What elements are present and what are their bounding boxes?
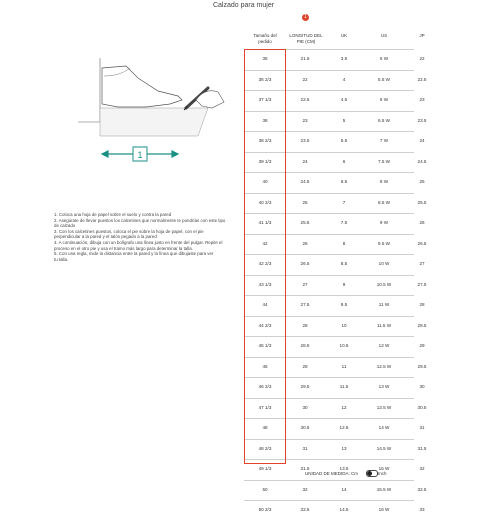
cell-us: 8 W [379,179,389,184]
cell-size: 37 1/3 [258,97,272,102]
cell-us: 5.5 W [378,76,390,82]
instruction-line: proceso en el otro pie y usa el tramo más largo para determinar la talla. [54,245,193,251]
cell-uk: 5.5 [340,138,348,143]
cell-jp: 27 [419,261,425,266]
cell-jp: 32.5 [417,486,427,492]
cell-foot-length: 31.5 [300,466,310,471]
cell-size: 36 2/3 [258,76,272,82]
cell-size: 39 1/3 [258,158,272,164]
cell-uk: 7 [342,199,346,205]
cell-jp: 31 [419,425,425,430]
cell-size: 48 2/3 [258,445,272,451]
cell-foot-length: 23 [302,117,308,123]
measure-label: 1 [137,150,143,160]
cell-foot-length: 21.5 [300,56,310,61]
cell-size: 49 1/3 [258,466,272,471]
cell-foot-length: 30.5 [300,425,310,430]
instruction-line: tu talla. [54,256,69,262]
foot-length-marker: 1 [302,14,309,21]
cell-jp: 25.5 [417,199,427,205]
cell-jp: 24.5 [417,158,427,164]
cell-jp: 23 [419,97,425,102]
cell-jp: 23.5 [417,117,427,123]
cell-uk: 8 [342,240,346,246]
column-header-jp: JP [419,33,425,38]
cell-us: 14 W [378,425,390,430]
wall-lines [78,58,100,122]
instruction-line: 5. Con una regla, mide la distancia entre la pared y la línea que dibujaste para ver [54,251,214,257]
unit-cm: Cm [351,471,359,476]
cell-us: 10.5 W [376,281,392,287]
cell-us: 13 W [378,384,390,389]
cell-size: 44 2/3 [258,322,272,328]
cell-uk: 4 [342,76,346,82]
cell-size: 38 2/3 [258,138,272,143]
cell-us: 6 W [379,97,389,102]
instruction-line: 1. Coloca una hoja de papel sobre el suelo y contra la pared [54,212,172,217]
cell-foot-length: 25.5 [300,220,310,225]
instruction-line: perpendicular a la pared y el talón pegado a la pared [54,234,157,240]
cell-us: 9 W [379,220,389,225]
cell-us: 12 W [378,343,390,348]
cell-foot-length: 25 [302,199,308,205]
cell-us: 11.5 W [376,322,392,328]
cell-size: 46 [262,363,268,369]
cell-uk: 7.5 [340,220,348,225]
cell-size: 43 1/3 [258,281,272,287]
instruction-line: 4. A continuación, dibuja con un bolígrafo una línea justo en frente del pulgar. Repite el [54,239,223,245]
instruction-line: 2. Asegúrate de llevar puestos los calcetines que normalmente te pondrías con este tipo [54,217,226,223]
cell-uk: 9.5 [340,302,348,307]
cell-uk: 6 [342,158,346,164]
size-column-highlight [244,49,286,464]
cell-jp: 30 [419,384,425,389]
cell-us: 12.5 W [376,363,392,369]
column-header-size: Tamaño del pedido [253,33,277,44]
unit-label-text: UNIDAD DE MEDIDA: [305,471,350,476]
cell-uk: 13 [341,445,347,451]
cell-uk: 14 [341,486,347,492]
cell-jp: 28 [419,302,425,307]
cell-size: 38 [262,117,268,123]
cell-jp: 24 [419,138,425,143]
row-divider [244,500,414,501]
cell-uk: 3.5 [340,56,348,61]
cell-jp: 22.5 [417,76,427,82]
cell-jp: 29 [419,343,425,348]
instruction-line: 3. Con los calcetines puestos, coloca el pie sobre la hoja de papel, con el pie [54,228,204,234]
paper-sheet [100,108,208,136]
cell-foot-length: 32.5 [300,507,310,512]
cell-uk: 11 [341,363,347,369]
table-row [244,480,427,501]
cell-us: 13.5 W [376,404,392,410]
cell-size: 47 1/3 [258,404,272,410]
cell-size: 50 2/3 [258,507,272,512]
cell-uk: 12 [341,404,347,410]
cell-uk: 12.5 [339,425,349,430]
cell-foot-length: 23.5 [300,138,310,143]
cell-foot-length: 26 [302,240,308,246]
cell-uk: 10.5 [339,343,349,348]
foot-measure-illustration [78,58,228,168]
cell-us: 7 W [379,138,389,143]
cell-foot-length: 22 [302,76,308,82]
cell-jp: 28.5 [417,322,427,328]
cell-size: 50 [262,486,268,492]
cell-size: 41 1/3 [258,220,272,225]
cell-jp: 30.5 [417,404,427,410]
cell-size: 40 2/3 [258,199,272,205]
cell-foot-length: 30 [302,404,308,410]
cell-uk: 6.5 [340,179,348,184]
cell-size: 42 [262,240,268,246]
cell-jp: 26 [419,220,425,225]
cell-foot-length: 26.5 [300,261,310,266]
cell-foot-length: 31 [302,445,308,451]
cell-foot-length: 22.5 [300,97,310,102]
cell-jp: 22 [419,56,425,61]
cell-uk: 14.5 [339,507,349,512]
cell-jp: 33 [419,507,425,512]
row-divider [244,480,414,481]
cell-foot-length: 29 [302,363,308,369]
cell-jp: 31.5 [417,445,427,451]
cell-foot-length: 28.5 [300,343,310,348]
cell-foot-length: 27 [302,281,308,287]
cell-uk: 13.5 [339,466,349,471]
cell-size: 45 1/3 [258,343,272,348]
cell-us: 11 W [378,302,390,307]
cell-size: 48 [262,425,268,430]
cell-us: 5 W [379,56,389,61]
cell-size: 46 2/3 [258,384,272,389]
cell-size: 36 [262,56,268,61]
cell-us: 8.5 W [378,199,390,205]
cell-foot-length: 28 [302,322,308,328]
unit-inch: Inch [378,471,387,476]
cell-size: 42 2/3 [258,261,272,266]
column-header-us: US [380,33,388,38]
cell-us: 10 W [378,261,390,266]
column-header-uk: UK [340,33,348,38]
cell-uk: 4.5 [340,97,348,102]
column-header-foot-length: LONGITUD DEL PIE (CM) [289,33,323,44]
cell-uk: 10 [341,322,347,328]
instruction-line: de calzado [54,223,76,229]
cell-jp: 25 [419,179,425,184]
cell-us: 14.5 W [376,445,392,451]
cell-us: 9.5 W [378,240,390,246]
foot-shape [102,66,182,107]
cell-foot-length: 24 [302,158,308,164]
instructions [54,212,236,262]
unit-toggle[interactable] [366,470,378,477]
cell-jp: 27.5 [417,281,427,287]
unit-label [305,471,358,476]
cell-uk: 11.5 [339,384,349,389]
cell-us: 15.5 W [376,486,392,492]
cell-jp: 26.5 [417,240,427,246]
table-row [244,500,425,521]
cell-size: 40 [262,179,268,184]
cell-foot-length: 32 [302,486,308,492]
cell-us: 6.5 W [378,117,390,123]
cell-us: 16 W [378,507,390,512]
cell-uk: 8.5 [340,261,348,266]
cell-uk: 5 [342,117,346,123]
cell-us: 15 W [378,466,390,471]
cell-jp: 32 [419,466,425,471]
cell-foot-length: 24.5 [300,179,310,184]
cell-jp: 29.5 [417,363,427,369]
cell-size: 44 [262,302,268,307]
cell-us: 7.5 W [378,158,390,164]
cell-foot-length: 27.5 [300,302,310,307]
cell-foot-length: 29.5 [300,384,310,389]
cell-uk: 9 [342,281,346,287]
page-title: Calzado para mujer [212,2,275,9]
